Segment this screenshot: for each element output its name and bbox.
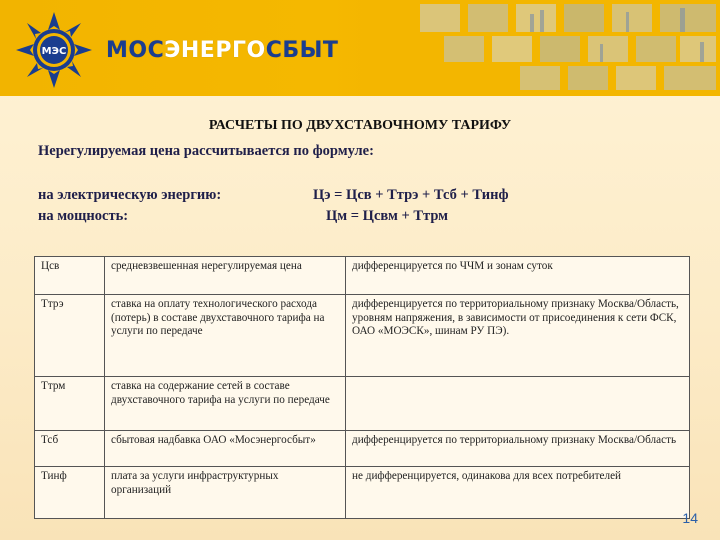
table-row [35, 467, 690, 519]
table-row [35, 257, 690, 295]
slide-title: РАСЧЕТЫ ПО ДВУХСТАВОЧНОМУ ТАРИФУ [208, 118, 512, 133]
company-logo-icon [14, 10, 94, 90]
table-row [35, 295, 690, 377]
component-code: Ттрм [35, 377, 105, 431]
power-label: на мощность: [38, 208, 129, 224]
component-code: Ттрэ [35, 295, 105, 377]
formula-intro: Нерегулируемая цена рассчитывается по формуле: [38, 143, 374, 159]
brand-part-1: МОС [106, 38, 165, 63]
header-band [0, 0, 720, 96]
energy-label: на электрическую энергию: [38, 187, 222, 203]
component-note: дифференцируется по территориальному признаку Москва/Область [346, 431, 690, 467]
table-row [35, 431, 690, 467]
component-code: Тсб [35, 431, 105, 467]
component-code: Цсв [35, 257, 105, 295]
brand-name [106, 38, 338, 63]
component-note [346, 377, 690, 431]
power-formula: Цм = Цсвм + Ттрм [326, 208, 449, 224]
component-description: сбытовая надбавка ОАО «Мосэнергосбыт» [105, 431, 346, 467]
table-row [35, 377, 690, 431]
brand-part-3: СБЫТ [265, 38, 339, 63]
component-description: средневзвешенная нерегулируемая цена [105, 257, 346, 295]
logo-text: МЭС [41, 46, 67, 57]
tariff-components-table [34, 256, 690, 519]
component-description: плата за услуги инфраструктурных организаций [105, 467, 346, 519]
energy-formula: Цэ = Цсв + Ттрэ + Тсб + Тинф [313, 187, 509, 203]
component-code: Тинф [35, 467, 105, 519]
component-note: дифференцируется по территориальному признаку Москва/Область, уровням напряжения, в зависимости от присоединения к сети ФСК, ОАО «МОЭСК», шинам РУ ПЭ). [346, 295, 690, 377]
power-plant-photo-tiles [380, 0, 720, 96]
component-note: дифференцируется по ЧЧМ и зонам суток [346, 257, 690, 295]
component-description: ставка на оплату технологического расхода (потерь) в составе двухставочного тарифа на услуги по передаче [105, 295, 346, 377]
component-description: ставка на содержание сетей в составе двухставочного тарифа на услуги по передаче [105, 377, 346, 431]
page-number: 14 [682, 510, 698, 526]
brand-part-2: ЭНЕРГО [164, 38, 266, 63]
component-note: не дифференцируется, одинакова для всех потребителей [346, 467, 690, 519]
